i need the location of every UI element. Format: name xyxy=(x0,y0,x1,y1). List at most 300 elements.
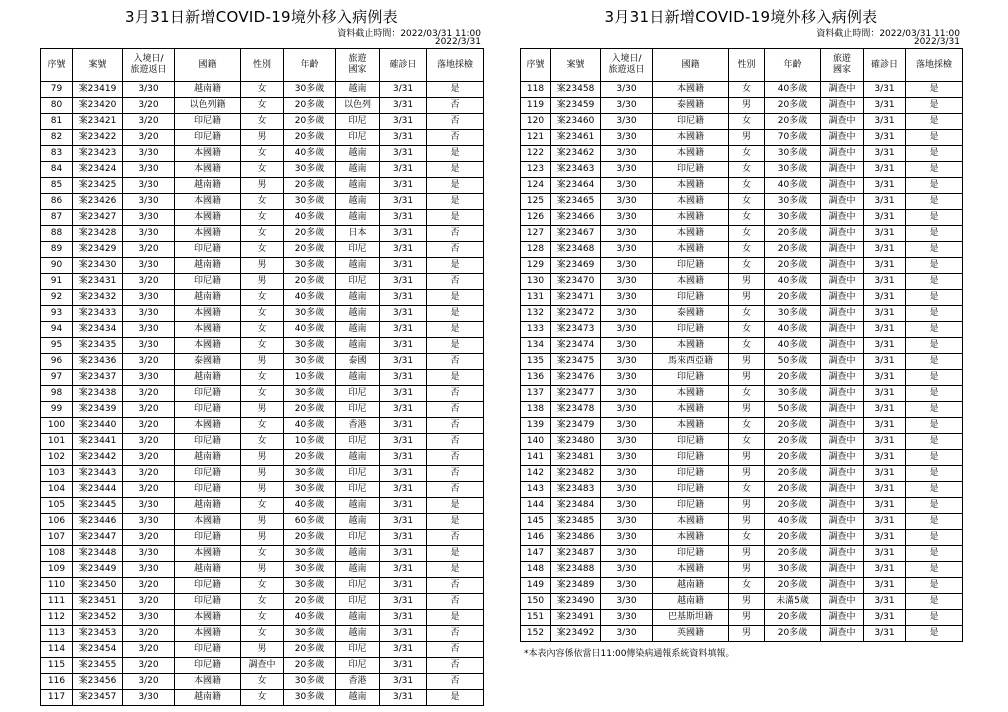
gender-cell: 男 xyxy=(241,482,284,498)
seq-cell: 93 xyxy=(41,306,73,322)
airport-test-cell: 是 xyxy=(427,690,484,706)
case-id-cell: 案23420 xyxy=(73,98,123,114)
travel-country-cell: 調查中 xyxy=(821,226,864,242)
table-row xyxy=(521,258,963,274)
travel-country-cell: 越南 xyxy=(336,194,380,210)
case-id-cell: 案23455 xyxy=(73,658,123,674)
seq-cell: 96 xyxy=(41,354,73,370)
gender-cell: 男 xyxy=(241,450,284,466)
airport-test-cell: 否 xyxy=(427,114,484,130)
table-row xyxy=(521,274,963,290)
age-cell: 40多歲 xyxy=(765,338,821,354)
case-id-cell: 案23425 xyxy=(73,178,123,194)
case-id-cell: 案23484 xyxy=(551,498,601,514)
gender-cell: 女 xyxy=(729,82,765,98)
table-row xyxy=(41,562,484,578)
confirm-date-cell: 3/31 xyxy=(380,242,427,258)
gender-cell: 男 xyxy=(729,98,765,114)
case-id-cell: 案23475 xyxy=(551,354,601,370)
seq-cell: 102 xyxy=(41,450,73,466)
entry-date-cell: 3/20 xyxy=(123,98,175,114)
column-header: 性別 xyxy=(241,49,284,82)
airport-test-cell: 是 xyxy=(427,290,484,306)
entry-date-cell: 3/30 xyxy=(601,562,653,578)
age-cell: 20多歲 xyxy=(765,370,821,386)
confirm-date-cell: 3/31 xyxy=(380,578,427,594)
entry-date-cell: 3/20 xyxy=(123,626,175,642)
age-cell: 40多歲 xyxy=(284,418,336,434)
confirm-date-cell: 3/31 xyxy=(380,642,427,658)
nationality-cell: 印尼籍 xyxy=(653,370,729,386)
gender-cell: 女 xyxy=(729,482,765,498)
nationality-cell: 越南籍 xyxy=(175,258,241,274)
entry-date-cell: 3/20 xyxy=(123,674,175,690)
seq-cell: 89 xyxy=(41,242,73,258)
age-cell: 20多歲 xyxy=(284,530,336,546)
table-row xyxy=(41,290,484,306)
confirm-date-cell: 3/31 xyxy=(864,146,906,162)
airport-test-cell: 否 xyxy=(427,242,484,258)
airport-test-cell: 是 xyxy=(906,210,963,226)
entry-date-cell: 3/30 xyxy=(601,114,653,130)
case-id-cell: 案23479 xyxy=(551,418,601,434)
airport-test-cell: 是 xyxy=(906,146,963,162)
case-id-cell: 案23432 xyxy=(73,290,123,306)
travel-country-cell: 調查中 xyxy=(821,434,864,450)
age-cell: 40多歲 xyxy=(284,146,336,162)
airport-test-cell: 是 xyxy=(906,546,963,562)
table-row xyxy=(521,402,963,418)
table-row xyxy=(521,578,963,594)
travel-country-cell: 調查中 xyxy=(821,162,864,178)
nationality-cell: 本國籍 xyxy=(653,338,729,354)
confirm-date-cell: 3/31 xyxy=(864,466,906,482)
table-row xyxy=(41,386,484,402)
seq-cell: 107 xyxy=(41,530,73,546)
travel-country-cell: 越南 xyxy=(336,626,380,642)
nationality-cell: 印尼籍 xyxy=(653,434,729,450)
case-id-cell: 案23488 xyxy=(551,562,601,578)
entry-date-cell: 3/30 xyxy=(123,610,175,626)
entry-date-cell: 3/20 xyxy=(123,434,175,450)
seq-cell: 125 xyxy=(521,194,551,210)
seq-cell: 85 xyxy=(41,178,73,194)
table-row xyxy=(521,514,963,530)
seq-cell: 150 xyxy=(521,594,551,610)
seq-cell: 112 xyxy=(41,610,73,626)
entry-date-cell: 3/20 xyxy=(123,530,175,546)
case-id-cell: 案23430 xyxy=(73,258,123,274)
nationality-cell: 越南籍 xyxy=(175,450,241,466)
confirm-date-cell: 3/31 xyxy=(380,562,427,578)
gender-cell: 男 xyxy=(729,562,765,578)
gender-cell: 調查中 xyxy=(241,658,284,674)
age-cell: 30多歲 xyxy=(284,626,336,642)
case-id-cell: 案23487 xyxy=(551,546,601,562)
travel-country-cell: 印尼 xyxy=(336,130,380,146)
case-id-cell: 案23469 xyxy=(551,258,601,274)
airport-test-cell: 是 xyxy=(906,562,963,578)
table-row xyxy=(521,610,963,626)
case-id-cell: 案23477 xyxy=(551,386,601,402)
seq-cell: 132 xyxy=(521,306,551,322)
airport-test-cell: 是 xyxy=(906,498,963,514)
entry-date-cell: 3/30 xyxy=(601,306,653,322)
travel-country-cell: 以色列 xyxy=(336,98,380,114)
table-row xyxy=(521,562,963,578)
confirm-date-cell: 3/31 xyxy=(380,530,427,546)
nationality-cell: 印尼籍 xyxy=(175,114,241,130)
confirm-date-cell: 3/31 xyxy=(380,274,427,290)
gender-cell: 女 xyxy=(241,594,284,610)
age-cell: 30多歲 xyxy=(284,306,336,322)
nationality-cell: 越南籍 xyxy=(175,370,241,386)
gender-cell: 女 xyxy=(241,306,284,322)
travel-country-cell: 印尼 xyxy=(336,482,380,498)
entry-date-cell: 3/30 xyxy=(601,322,653,338)
confirm-date-cell: 3/31 xyxy=(380,130,427,146)
travel-country-cell: 印尼 xyxy=(336,466,380,482)
case-id-cell: 案23453 xyxy=(73,626,123,642)
travel-country-cell: 調查中 xyxy=(821,242,864,258)
table-row xyxy=(41,610,484,626)
age-cell: 20多歲 xyxy=(284,242,336,258)
footnote: *本表內容係依當日11:00傳染病通報系統資料填報。 xyxy=(524,649,735,659)
entry-date-cell: 3/30 xyxy=(601,226,653,242)
column-header: 年齡 xyxy=(765,49,821,82)
column-header: 旅遊 國家 xyxy=(821,49,864,82)
airport-test-cell: 否 xyxy=(427,226,484,242)
table-row xyxy=(41,626,484,642)
airport-test-cell: 是 xyxy=(427,610,484,626)
travel-country-cell: 印尼 xyxy=(336,594,380,610)
airport-test-cell: 是 xyxy=(906,178,963,194)
seq-cell: 116 xyxy=(41,674,73,690)
travel-country-cell: 調查中 xyxy=(821,338,864,354)
seq-cell: 87 xyxy=(41,210,73,226)
case-id-cell: 案23490 xyxy=(551,594,601,610)
confirm-date-cell: 3/31 xyxy=(380,418,427,434)
airport-test-cell: 是 xyxy=(906,194,963,210)
airport-test-cell: 否 xyxy=(427,578,484,594)
airport-test-cell: 否 xyxy=(427,434,484,450)
confirm-date-cell: 3/31 xyxy=(864,482,906,498)
entry-date-cell: 3/30 xyxy=(601,210,653,226)
entry-date-cell: 3/20 xyxy=(123,642,175,658)
table-row xyxy=(41,210,484,226)
case-id-cell: 案23463 xyxy=(551,162,601,178)
airport-test-cell: 是 xyxy=(906,322,963,338)
confirm-date-cell: 3/31 xyxy=(380,226,427,242)
nationality-cell: 印尼籍 xyxy=(653,290,729,306)
table-row xyxy=(521,434,963,450)
confirm-date-cell: 3/31 xyxy=(380,370,427,386)
age-cell: 20多歲 xyxy=(284,450,336,466)
gender-cell: 女 xyxy=(729,210,765,226)
airport-test-cell: 是 xyxy=(906,258,963,274)
confirm-date-cell: 3/31 xyxy=(864,162,906,178)
travel-country-cell: 調查中 xyxy=(821,610,864,626)
case-id-cell: 案23448 xyxy=(73,546,123,562)
gender-cell: 女 xyxy=(729,530,765,546)
table-row xyxy=(521,546,963,562)
confirm-date-cell: 3/31 xyxy=(380,82,427,98)
nationality-cell: 本國籍 xyxy=(653,402,729,418)
confirm-date-cell: 3/31 xyxy=(380,338,427,354)
nationality-cell: 印尼籍 xyxy=(175,482,241,498)
cases-table xyxy=(40,48,484,706)
confirm-date-cell: 3/31 xyxy=(864,306,906,322)
age-cell: 20多歲 xyxy=(765,450,821,466)
column-header: 國籍 xyxy=(653,49,729,82)
case-id-cell: 案23486 xyxy=(551,530,601,546)
entry-date-cell: 3/30 xyxy=(601,178,653,194)
airport-test-cell: 是 xyxy=(906,274,963,290)
seq-cell: 83 xyxy=(41,146,73,162)
age-cell: 30多歲 xyxy=(284,482,336,498)
entry-date-cell: 3/30 xyxy=(601,498,653,514)
nationality-cell: 印尼籍 xyxy=(653,546,729,562)
age-cell: 50多歲 xyxy=(765,402,821,418)
table-row xyxy=(41,130,484,146)
seq-cell: 100 xyxy=(41,418,73,434)
gender-cell: 男 xyxy=(241,530,284,546)
case-id-cell: 案23491 xyxy=(551,610,601,626)
seq-cell: 120 xyxy=(521,114,551,130)
seq-cell: 151 xyxy=(521,610,551,626)
confirm-date-cell: 3/31 xyxy=(864,242,906,258)
confirm-date-cell: 3/31 xyxy=(864,274,906,290)
gender-cell: 女 xyxy=(241,290,284,306)
gender-cell: 女 xyxy=(729,242,765,258)
nationality-cell: 本國籍 xyxy=(175,194,241,210)
confirm-date-cell: 3/31 xyxy=(864,562,906,578)
nationality-cell: 本國籍 xyxy=(175,610,241,626)
table-row xyxy=(41,162,484,178)
age-cell: 20多歲 xyxy=(284,178,336,194)
confirm-date-cell: 3/31 xyxy=(864,514,906,530)
table-row xyxy=(41,194,484,210)
entry-date-cell: 3/30 xyxy=(123,370,175,386)
case-id-cell: 案23458 xyxy=(551,82,601,98)
gender-cell: 女 xyxy=(241,82,284,98)
case-id-cell: 案23436 xyxy=(73,354,123,370)
travel-country-cell: 調查中 xyxy=(821,498,864,514)
case-id-cell: 案23466 xyxy=(551,210,601,226)
travel-country-cell: 調查中 xyxy=(821,114,864,130)
nationality-cell: 本國籍 xyxy=(653,130,729,146)
nationality-cell: 本國籍 xyxy=(653,242,729,258)
airport-test-cell: 是 xyxy=(906,450,963,466)
airport-test-cell: 是 xyxy=(906,306,963,322)
travel-country-cell: 越南 xyxy=(336,322,380,338)
nationality-cell: 本國籍 xyxy=(175,674,241,690)
travel-country-cell: 越南 xyxy=(336,82,380,98)
age-cell: 20多歲 xyxy=(765,418,821,434)
age-cell: 20多歲 xyxy=(765,242,821,258)
gender-cell: 女 xyxy=(241,418,284,434)
travel-country-cell: 印尼 xyxy=(336,658,380,674)
age-cell: 20多歲 xyxy=(765,546,821,562)
gender-cell: 男 xyxy=(729,594,765,610)
seq-cell: 148 xyxy=(521,562,551,578)
entry-date-cell: 3/30 xyxy=(601,594,653,610)
table-row xyxy=(521,386,963,402)
seq-cell: 126 xyxy=(521,210,551,226)
airport-test-cell: 否 xyxy=(427,402,484,418)
airport-test-cell: 否 xyxy=(427,98,484,114)
seq-cell: 145 xyxy=(521,514,551,530)
travel-country-cell: 泰國 xyxy=(336,354,380,370)
confirm-date-cell: 3/31 xyxy=(380,450,427,466)
age-cell: 30多歲 xyxy=(765,562,821,578)
nationality-cell: 本國籍 xyxy=(653,274,729,290)
gender-cell: 女 xyxy=(729,306,765,322)
travel-country-cell: 調查中 xyxy=(821,194,864,210)
column-header: 性別 xyxy=(729,49,765,82)
age-cell: 30多歲 xyxy=(284,162,336,178)
entry-date-cell: 3/30 xyxy=(601,242,653,258)
airport-test-cell: 是 xyxy=(427,370,484,386)
seq-cell: 90 xyxy=(41,258,73,274)
column-header: 確診日 xyxy=(380,49,427,82)
case-id-cell: 案23457 xyxy=(73,690,123,706)
case-id-cell: 案23472 xyxy=(551,306,601,322)
confirm-date-cell: 3/31 xyxy=(864,338,906,354)
entry-date-cell: 3/30 xyxy=(601,626,653,642)
travel-country-cell: 調查中 xyxy=(821,418,864,434)
case-id-cell: 案23473 xyxy=(551,322,601,338)
nationality-cell: 印尼籍 xyxy=(175,242,241,258)
airport-test-cell: 是 xyxy=(906,114,963,130)
travel-country-cell: 調查中 xyxy=(821,258,864,274)
seq-cell: 88 xyxy=(41,226,73,242)
travel-country-cell: 印尼 xyxy=(336,114,380,130)
seq-cell: 143 xyxy=(521,482,551,498)
case-id-cell: 案23489 xyxy=(551,578,601,594)
case-id-cell: 案23431 xyxy=(73,274,123,290)
seq-cell: 103 xyxy=(41,466,73,482)
entry-date-cell: 3/20 xyxy=(123,114,175,130)
airport-test-cell: 是 xyxy=(427,562,484,578)
table-row xyxy=(41,370,484,386)
nationality-cell: 本國籍 xyxy=(653,386,729,402)
gender-cell: 女 xyxy=(241,498,284,514)
airport-test-cell: 是 xyxy=(427,82,484,98)
nationality-cell: 本國籍 xyxy=(175,626,241,642)
age-cell: 20多歲 xyxy=(284,402,336,418)
table-row xyxy=(521,98,963,114)
table-row xyxy=(521,114,963,130)
travel-country-cell: 越南 xyxy=(336,162,380,178)
travel-country-cell: 印尼 xyxy=(336,386,380,402)
seq-cell: 144 xyxy=(521,498,551,514)
confirm-date-cell: 3/31 xyxy=(864,210,906,226)
seq-cell: 81 xyxy=(41,114,73,130)
gender-cell: 女 xyxy=(729,162,765,178)
case-id-cell: 案23474 xyxy=(551,338,601,354)
case-id-cell: 案23428 xyxy=(73,226,123,242)
entry-date-cell: 3/30 xyxy=(601,386,653,402)
entry-date-cell: 3/20 xyxy=(123,274,175,290)
age-cell: 20多歲 xyxy=(765,258,821,274)
case-id-cell: 案23447 xyxy=(73,530,123,546)
case-id-cell: 案23446 xyxy=(73,514,123,530)
seq-cell: 110 xyxy=(41,578,73,594)
gender-cell: 女 xyxy=(729,114,765,130)
entry-date-cell: 3/30 xyxy=(601,258,653,274)
confirm-date-cell: 3/31 xyxy=(864,322,906,338)
nationality-cell: 本國籍 xyxy=(175,210,241,226)
travel-country-cell: 調查中 xyxy=(821,562,864,578)
case-id-cell: 案23451 xyxy=(73,594,123,610)
gender-cell: 女 xyxy=(729,146,765,162)
confirm-date-cell: 3/31 xyxy=(380,658,427,674)
airport-test-cell: 否 xyxy=(427,674,484,690)
gender-cell: 女 xyxy=(241,338,284,354)
travel-country-cell: 印尼 xyxy=(336,642,380,658)
table-row xyxy=(41,338,484,354)
airport-test-cell: 是 xyxy=(906,354,963,370)
seq-cell: 98 xyxy=(41,386,73,402)
age-cell: 50多歲 xyxy=(765,354,821,370)
airport-test-cell: 是 xyxy=(906,466,963,482)
gender-cell: 男 xyxy=(241,354,284,370)
nationality-cell: 印尼籍 xyxy=(653,258,729,274)
case-id-cell: 案23483 xyxy=(551,482,601,498)
age-cell: 40多歲 xyxy=(765,178,821,194)
confirm-date-cell: 3/31 xyxy=(864,610,906,626)
case-id-cell: 案23444 xyxy=(73,482,123,498)
gender-cell: 男 xyxy=(241,274,284,290)
table-row xyxy=(41,146,484,162)
table-row xyxy=(521,322,963,338)
column-header: 落地採檢 xyxy=(906,49,963,82)
table-row xyxy=(41,274,484,290)
entry-date-cell: 3/30 xyxy=(601,290,653,306)
entry-date-cell: 3/20 xyxy=(123,594,175,610)
seq-cell: 129 xyxy=(521,258,551,274)
airport-test-cell: 是 xyxy=(427,306,484,322)
nationality-cell: 印尼籍 xyxy=(175,130,241,146)
entry-date-cell: 3/30 xyxy=(123,514,175,530)
age-cell: 70多歲 xyxy=(765,130,821,146)
nationality-cell: 本國籍 xyxy=(653,210,729,226)
nationality-cell: 泰國籍 xyxy=(653,306,729,322)
travel-country-cell: 調查中 xyxy=(821,98,864,114)
nationality-cell: 印尼籍 xyxy=(653,466,729,482)
airport-test-cell: 是 xyxy=(906,610,963,626)
travel-country-cell: 印尼 xyxy=(336,578,380,594)
case-id-cell: 案23442 xyxy=(73,450,123,466)
case-id-cell: 案23443 xyxy=(73,466,123,482)
nationality-cell: 越南籍 xyxy=(653,578,729,594)
gender-cell: 女 xyxy=(729,578,765,594)
age-cell: 20多歲 xyxy=(284,658,336,674)
gender-cell: 女 xyxy=(241,370,284,386)
confirm-date-cell: 3/31 xyxy=(380,162,427,178)
confirm-date-cell: 3/31 xyxy=(380,194,427,210)
nationality-cell: 印尼籍 xyxy=(175,578,241,594)
entry-date-cell: 3/20 xyxy=(123,402,175,418)
table-row xyxy=(41,418,484,434)
entry-date-cell: 3/30 xyxy=(123,82,175,98)
travel-country-cell: 調查中 xyxy=(821,210,864,226)
nationality-cell: 本國籍 xyxy=(175,322,241,338)
table-row xyxy=(521,626,963,642)
case-id-cell: 案23464 xyxy=(551,178,601,194)
travel-country-cell: 調查中 xyxy=(821,514,864,530)
